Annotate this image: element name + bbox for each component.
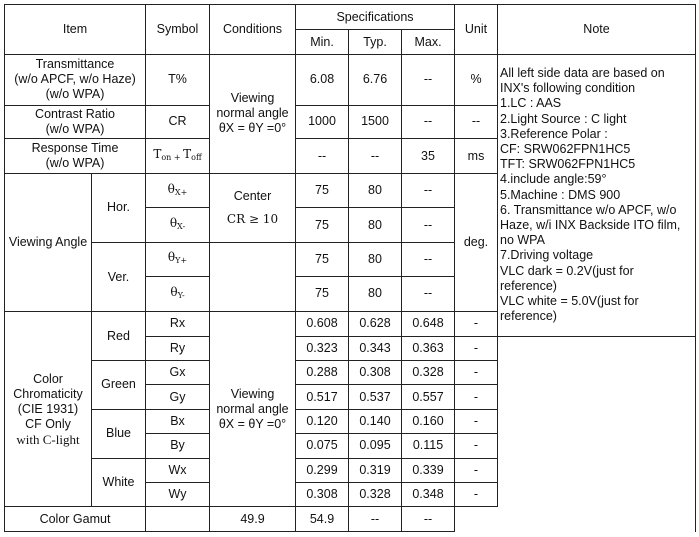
gy-unit: -: [455, 385, 498, 409]
ry-typ: 0.343: [349, 336, 402, 360]
gx-min: 0.288: [296, 360, 349, 384]
note-line: INX's following condition: [500, 81, 636, 96]
response-symbol-plus: +: [171, 153, 184, 163]
wy-symbol: Wy: [146, 482, 210, 506]
note-line: TFT: SRW062FPN1HC5: [500, 157, 636, 172]
wx-typ: 0.319: [349, 458, 402, 482]
wy-min: 0.308: [296, 482, 349, 506]
contrast-max: --: [402, 105, 455, 139]
theta-y-plus-min: 75: [296, 242, 349, 276]
note-line: no WPA: [500, 233, 545, 248]
theta-x-plus-typ: 80: [349, 173, 402, 208]
viewing-condition-line2: normal angle: [216, 106, 289, 121]
transmittance-item-line2: (w/o APCF, w/o Haze): [14, 72, 136, 87]
color-red: Red: [92, 312, 146, 361]
by-unit: -: [455, 434, 498, 458]
rx-min: 0.608: [296, 312, 349, 336]
note-line: CF: SRW062FPN1HC5: [500, 141, 631, 156]
theta-y-plus-typ: 80: [349, 242, 402, 276]
viewing-angle-condition-line1: Center: [233, 188, 272, 203]
gx-symbol: Gx: [146, 360, 210, 384]
ry-unit: -: [455, 336, 498, 360]
viewing-angle-condition-line2: CR ≥ 10: [226, 211, 279, 226]
header-item: Item: [5, 5, 146, 55]
note-line: Haze, w/i INX Backside ITO film,: [500, 217, 681, 232]
wx-min: 0.299: [296, 458, 349, 482]
response-symbol: [146, 139, 210, 174]
chromaticity-item-line3: (CIE 1931): [17, 401, 79, 416]
color-gamut-label: Color Gamut: [5, 507, 146, 532]
contrast-item-line2: (w/o WPA): [45, 121, 105, 136]
note-line: 5.Machine : DMS 900: [500, 187, 621, 202]
bx-symbol: Bx: [146, 409, 210, 433]
rx-typ: 0.628: [349, 312, 402, 336]
note-line: 7.Driving voltage: [500, 248, 594, 263]
bx-max: 0.160: [402, 409, 455, 433]
theta-x-minus-min: 75: [296, 208, 349, 243]
viewing-angle-item: Viewing Angle: [5, 173, 92, 311]
theta-y-minus-typ: 80: [349, 276, 402, 312]
header-note: Note: [498, 5, 696, 55]
response-symbol-sub-off: off: [191, 153, 202, 163]
response-typ: --: [349, 139, 402, 174]
response-item-line1: Response Time: [31, 141, 119, 156]
header-min: Min.: [296, 30, 349, 54]
response-item: [5, 139, 146, 174]
gx-unit: -: [455, 360, 498, 384]
note-line: 6. Transmittance w/o APCF, w/o: [500, 202, 677, 217]
gy-min: 0.517: [296, 385, 349, 409]
response-symbol-t1: T: [153, 147, 162, 162]
viewing-condition-line1: Viewing: [230, 91, 275, 106]
note-line: 3.Reference Polar :: [500, 126, 608, 141]
theta-y-minus-symbol: $\theta_{Y-}$: [146, 276, 210, 312]
note-line: VLC dark = 0.2V(just for: [500, 263, 634, 278]
viewing-angle-condition: [210, 173, 296, 242]
transmittance-max: --: [402, 54, 455, 105]
by-symbol: By: [146, 434, 210, 458]
ry-max: 0.363: [402, 336, 455, 360]
contrast-typ: 1500: [349, 105, 402, 139]
transmittance-symbol: T%: [146, 54, 210, 105]
note-line: 4.include angle:59°: [500, 172, 607, 187]
optical-spec-table: [4, 4, 696, 532]
gamut-min: 49.9: [210, 507, 296, 532]
by-max: 0.115: [402, 434, 455, 458]
color-white: White: [92, 458, 146, 507]
color-blue: Blue: [92, 409, 146, 458]
contrast-symbol: CR: [146, 105, 210, 139]
viewing-angle-ver: Ver.: [92, 242, 146, 311]
viewing-condition: [210, 54, 296, 173]
note-line: 2.Light Source : C light: [500, 111, 627, 126]
wx-symbol: Wx: [146, 458, 210, 482]
theta-y-minus-max: --: [402, 276, 455, 312]
note-line: reference): [500, 309, 557, 324]
header-conditions: Conditions: [210, 5, 296, 55]
by-min: 0.075: [296, 434, 349, 458]
viewing-condition-line3: θX = θY =0°: [218, 121, 287, 136]
chromaticity-item-line1: Color: [33, 371, 63, 386]
note-line: reference): [500, 278, 557, 293]
viewing-angle-condition-empty: [210, 242, 296, 311]
rx-max: 0.648: [402, 312, 455, 336]
transmittance-unit: %: [455, 54, 498, 105]
bx-min: 0.120: [296, 409, 349, 433]
chromaticity-item-line4: CF Only: [25, 416, 71, 431]
theta-x-plus-symbol: $\theta_{X+}$: [146, 173, 210, 208]
bx-typ: 0.140: [349, 409, 402, 433]
contrast-item: [5, 105, 146, 139]
response-symbol-sub-on: on: [161, 153, 172, 163]
response-max: 35: [402, 139, 455, 174]
viewing-angle-hor: Hor.: [92, 173, 146, 242]
header-max: Max.: [402, 30, 455, 54]
color-green: Green: [92, 360, 146, 409]
bx-unit: -: [455, 409, 498, 433]
ry-symbol: Ry: [146, 336, 210, 360]
transmittance-item-line3: (w/o WPA): [45, 87, 105, 102]
viewing-angle-unit: deg.: [455, 173, 498, 311]
gx-typ: 0.308: [349, 360, 402, 384]
wx-unit: -: [455, 458, 498, 482]
gy-typ: 0.537: [349, 385, 402, 409]
response-unit: ms: [455, 139, 498, 174]
ry-min: 0.323: [296, 336, 349, 360]
response-symbol-t2: T: [183, 147, 192, 162]
wx-max: 0.339: [402, 458, 455, 482]
by-typ: 0.095: [349, 434, 402, 458]
transmittance-min: 6.08: [296, 54, 349, 105]
chromaticity-item-line5: with C-light: [16, 431, 80, 447]
theta-y-plus-max: --: [402, 242, 455, 276]
gx-max: 0.328: [402, 360, 455, 384]
theta-x-plus-min: 75: [296, 173, 349, 208]
contrast-unit: --: [455, 105, 498, 139]
theta-y-plus-symbol: $\theta_{Y+}$: [146, 242, 210, 276]
gamut-typ: 54.9: [296, 507, 349, 532]
chromaticity-condition: [210, 312, 296, 507]
header-symbol: Symbol: [146, 5, 210, 55]
theta-x-minus-max: --: [402, 208, 455, 243]
gamut-empty-condition: [146, 507, 210, 532]
gamut-unit: --: [402, 507, 455, 532]
gamut-max: --: [349, 507, 402, 532]
response-min: --: [296, 139, 349, 174]
transmittance-item-line1: Transmittance: [35, 57, 115, 72]
chromaticity-condition-line1: Viewing: [230, 386, 275, 401]
theta-x-plus-max: --: [402, 173, 455, 208]
chromaticity-item-line2: Chromaticity: [13, 386, 83, 401]
gy-max: 0.557: [402, 385, 455, 409]
theta-x-minus-symbol: $\theta_{X-}$: [146, 208, 210, 243]
chromaticity-condition-line2: normal angle: [216, 401, 289, 416]
response-item-line2: (w/o WPA): [45, 156, 105, 171]
contrast-min: 1000: [296, 105, 349, 139]
contrast-item-line1: Contrast Ratio: [35, 106, 115, 121]
gy-symbol: Gy: [146, 385, 210, 409]
chromaticity-item: [5, 312, 92, 507]
header-typ: Typ.: [349, 30, 402, 54]
header-unit: Unit: [455, 5, 498, 55]
theta-x-minus-typ: 80: [349, 208, 402, 243]
wy-max: 0.348: [402, 482, 455, 506]
notes-top: [498, 54, 696, 336]
rx-symbol: Rx: [146, 312, 210, 336]
wy-typ: 0.328: [349, 482, 402, 506]
transmittance-item: [5, 54, 146, 105]
wy-unit: -: [455, 482, 498, 506]
header-specifications: Specifications: [296, 5, 455, 30]
note-line: All left side data are based on: [500, 65, 665, 80]
transmittance-typ: 6.76: [349, 54, 402, 105]
rx-unit: -: [455, 312, 498, 336]
note-line: 1.LC : AAS: [500, 96, 562, 111]
note-line: VLC white = 5.0V(just for: [500, 294, 639, 308]
chromaticity-condition-line3: θX = θY =0°: [218, 416, 287, 431]
theta-y-minus-min: 75: [296, 276, 349, 312]
